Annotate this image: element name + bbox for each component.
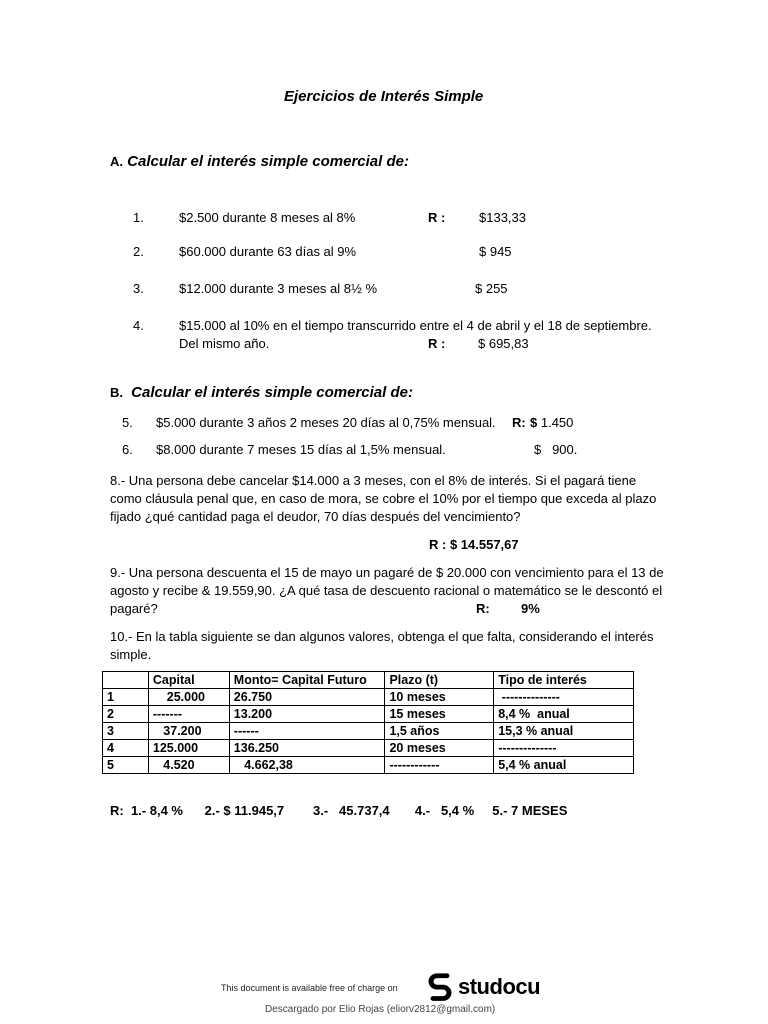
item-1-answer: $133,33 — [479, 210, 526, 225]
table-cell: 5 — [103, 757, 149, 774]
table-cell: 136.250 — [229, 740, 385, 757]
table-header-cell: Capital — [148, 672, 229, 689]
table-cell: 3 — [103, 723, 149, 740]
item-1-text: $2.500 durante 8 meses al 8% — [179, 210, 356, 225]
table-cell: 37.200 — [148, 723, 229, 740]
problem-10-line: simple. — [110, 647, 152, 662]
table-cell: 125.000 — [148, 740, 229, 757]
problem-8-line: como cláusula penal que, en caso de mora, se cobre el 10% por el tiempo que exceda al plazo — [110, 491, 657, 506]
table-header-cell: Monto= Capital Futuro — [229, 672, 385, 689]
problem-9-line: 9.- Una persona descuenta el 15 de mayo un pagaré de $ 20.000 con vencimiento para el 13 de — [110, 565, 664, 580]
item-4-r-label: R : — [428, 336, 446, 351]
footer-available-text: This document is available free of charge on — [221, 983, 398, 993]
problem-8-line: fijado ¿qué cantidad paga el deudor, 70 días después del vencimiento? — [110, 509, 521, 524]
item-6-number: 6. — [122, 442, 133, 457]
table-row — [103, 689, 634, 706]
table-cell: -------------- — [494, 689, 634, 706]
item-3-text: $12.000 durante 3 meses al 8½ % — [179, 281, 378, 296]
table-cell: 10 meses — [385, 689, 494, 706]
table-cell: 15,3 % anual — [494, 723, 634, 740]
item-5-answer-sign: $ — [530, 415, 538, 430]
problem-8-answer: R : $ 14.557,67 — [429, 537, 519, 552]
table-cell: ------- — [148, 706, 229, 723]
table-header-row — [103, 672, 634, 689]
item-3-number: 3. — [133, 281, 144, 296]
item-2-answer: $ 945 — [479, 244, 512, 259]
table-cell: 4 — [103, 740, 149, 757]
problem-10-line: 10.- En la tabla siguiente se dan algunos valores, obtenga el que falta, considerando el interés — [110, 629, 654, 644]
problem-10-answers: R: 1.- 8,4 % 2.- $ 11.945,7 3.- 45.737,4 4.- 5,4 % 5.- 7 MESES — [110, 803, 568, 818]
item-1-number: 1. — [133, 210, 144, 225]
section-b-letter: B. — [110, 385, 123, 400]
studocu-logo-icon[interactable] — [425, 973, 455, 1003]
item-4-text: $15.000 al 10% en el tiempo transcurrido entre el 4 de abril y el 18 de septiembre. — [179, 318, 652, 333]
table-cell: 1,5 años — [385, 723, 494, 740]
table-cell: 8,4 % anual — [494, 706, 634, 723]
table-row — [103, 740, 634, 757]
table-cell: 26.750 — [229, 689, 385, 706]
values-table — [102, 671, 634, 774]
problem-9-answer: 9% — [521, 601, 540, 616]
item-5-answer — [530, 414, 573, 432]
item-1-r-label: R : — [428, 210, 446, 225]
table-cell: 1 — [103, 689, 149, 706]
item-6-answer: $ 900. — [534, 442, 578, 457]
page-title: Ejercicios de Interés Simple — [284, 88, 484, 105]
item-5-text: $5.000 durante 3 años 2 meses 20 días al 0,75% mensual. — [156, 415, 496, 430]
table-cell: 25.000 — [148, 689, 229, 706]
section-b-heading — [110, 384, 413, 401]
table-row — [103, 706, 634, 723]
section-a-heading — [110, 153, 409, 170]
table-cell: ------ — [229, 723, 385, 740]
table-cell: ------------ — [385, 757, 494, 774]
item-2-number: 2. — [133, 244, 144, 259]
section-a-letter: A. — [110, 154, 123, 169]
item-5-answer-value: 1.450 — [540, 415, 574, 430]
table-header-cell: Plazo (t) — [385, 672, 494, 689]
table-header-cell: Tipo de interés — [494, 672, 634, 689]
item-3-answer: $ 255 — [475, 281, 508, 296]
item-2-text: $60.000 durante 63 días al 9% — [179, 244, 357, 259]
item-4-text-cont: Del mismo año. — [179, 336, 270, 351]
item-4-answer: $ 695,83 — [478, 336, 529, 351]
table-row — [103, 757, 634, 774]
section-b-text: Calcular el interés simple comercial de: — [131, 384, 413, 401]
problem-9-line: agosto y recibe & 19.559,90. ¿A qué tasa de descuento racional o matemático se le descontó el — [110, 583, 663, 598]
problem-9-line: pagaré? — [110, 601, 158, 616]
item-5-r-label: R: — [512, 415, 526, 430]
table-cell: 4.520 — [148, 757, 229, 774]
item-4-number: 4. — [133, 318, 144, 333]
table-row — [103, 723, 634, 740]
table-cell: 2 — [103, 706, 149, 723]
table-header-cell — [103, 672, 149, 689]
table-cell: -------------- — [494, 740, 634, 757]
table-cell: 5,4 % anual — [494, 757, 634, 774]
problem-9-r-label: R: — [476, 601, 490, 616]
footer-downloaded-by: Descargado por Elio Rojas (eliorv2812@gmail.com) — [265, 1004, 496, 1015]
table-cell: 15 meses — [385, 706, 494, 723]
table-cell: 4.662,38 — [229, 757, 385, 774]
section-a-text: Calcular el interés simple comercial de: — [127, 153, 409, 170]
table-cell: 20 meses — [385, 740, 494, 757]
problem-8-line: 8.- Una persona debe cancelar $14.000 a 3 meses, con el 8% de interés. Si el pagará tiene — [110, 473, 637, 488]
studocu-brand[interactable]: studocu — [458, 974, 541, 999]
item-6-text: $8.000 durante 7 meses 15 días al 1,5% mensual. — [156, 442, 446, 457]
item-5-number: 5. — [122, 415, 133, 430]
table-cell: 13.200 — [229, 706, 385, 723]
